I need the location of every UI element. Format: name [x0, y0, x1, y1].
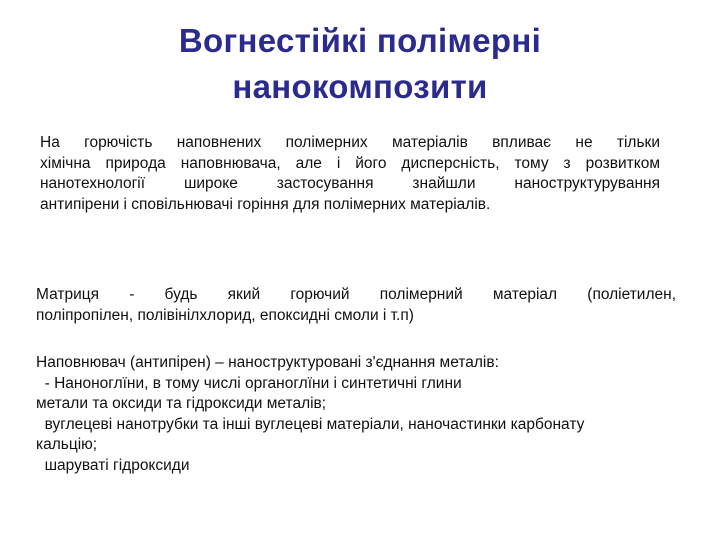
paragraph-line: На горючість наповнених полімерних матеріалів впливає не тільки	[40, 134, 660, 151]
slide-title	[90, 18, 630, 110]
title-line-2: нанокомпозити	[232, 68, 488, 105]
paragraph-flammability	[40, 133, 660, 215]
paragraph-line: вуглецеві нанотрубки та інші вуглецеві матеріали, наночастинки карбонату	[36, 415, 585, 433]
paragraph-line: нанотехнології широке застосування знайшли наноструктурування	[40, 175, 660, 192]
paragraph-line: кальцію;	[36, 436, 98, 453]
paragraph-filler	[36, 353, 681, 476]
paragraph-line: шаруваті гідроксиди	[36, 456, 190, 474]
paragraph-line: поліпропілен, полівінілхлорид, епоксидні смоли і т.п)	[36, 306, 414, 324]
paragraph-line: хімічна природа наповнювача, але і його дисперсність, тому з розвитком	[40, 154, 660, 172]
paragraph-matrix	[36, 285, 676, 326]
paragraph-line: - Наноноглїни, в тому числі органоглїни і синтетичні глини	[36, 374, 462, 392]
paragraph-line: Матриця - будь який горючий полімерний матеріал (поліетилен,	[36, 286, 676, 303]
paragraph-line: антипірени і сповільнювачі горіння для полімерних матеріалів.	[40, 195, 491, 213]
paragraph-line: метали та оксиди та гідроксиди металів;	[36, 395, 327, 412]
paragraph-line: Наповнювач (антипірен) – наноструктуровані з'єднання металів:	[36, 354, 499, 371]
title-line-1: Вогнестійкі полімерні	[178, 22, 542, 59]
